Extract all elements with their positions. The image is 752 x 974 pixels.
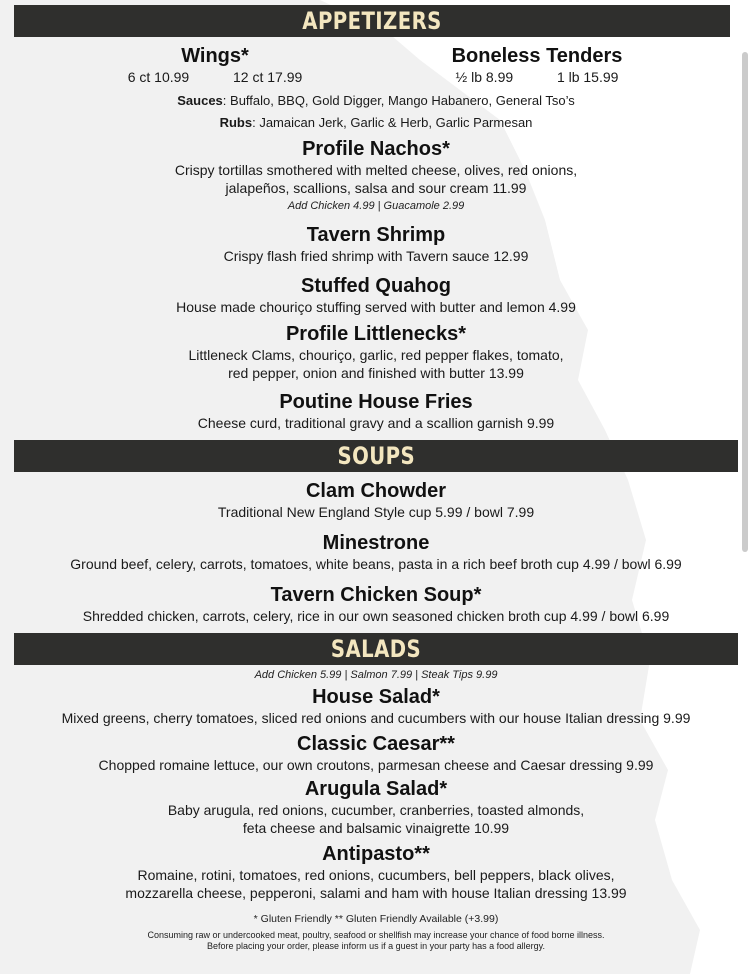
appetizers-banner (14, 5, 730, 37)
tenders-title: Boneless Tenders (451, 45, 623, 67)
salads-addon: Add Chicken 5.99 | Salmon 7.99 | Steak Tips 9.99 (254, 669, 498, 681)
poutine-desc: Cheese curd, traditional gravy and a scallion garnish 9.99 (197, 415, 555, 431)
tenders-price-half: ½ lb 8.99 (455, 69, 514, 85)
minestrone-title: Minestrone (322, 532, 430, 554)
quahog-desc: House made chouriço stuffing served with butter and lemon 4.99 (176, 299, 576, 315)
tenders-price-full: 1 lb 15.99 (556, 69, 619, 85)
nachos-item (0, 137, 752, 213)
wings-price-6ct: 6 ct 10.99 (127, 69, 190, 85)
soups-banner (14, 440, 738, 472)
rubs-label: Rubs (219, 115, 253, 130)
chowder-title: Clam Chowder (305, 480, 447, 502)
poutine-item (0, 390, 752, 432)
antipasto-desc-2: mozzarella cheese, pepperoni, salami and ham with house Italian dressing 13.99 (125, 885, 627, 901)
footer (0, 913, 752, 952)
house-salad-desc: Mixed greens, cherry tomatoes, sliced red onions and cucumbers with our house Italian dressing 9.99 (61, 710, 691, 726)
quahog-item (0, 274, 752, 316)
wings-item (95, 44, 335, 86)
sauces-text: : Buffalo, BBQ, Gold Digger, Mango Habanero, General Tso’s (222, 93, 575, 108)
wings-price-12ct: 12 ct 17.99 (233, 69, 303, 85)
sauces-line (0, 92, 752, 110)
shrimp-desc: Crispy flash fried shrimp with Tavern sauce 12.99 (223, 248, 529, 264)
arugula-desc-2: feta cheese and balsamic vinaigrette 10.99 (242, 820, 510, 836)
arugula-item (0, 777, 752, 837)
littlenecks-desc-2: red pepper, onion and finished with butter 13.99 (228, 365, 524, 381)
nachos-addon: Add Chicken 4.99 | Guacamole 2.99 (287, 200, 465, 212)
salads-addon-line (0, 668, 752, 682)
nachos-desc-1: Crispy tortillas smothered with melted cheese, olives, red onions, (174, 162, 578, 178)
shrimp-title: Tavern Shrimp (306, 224, 446, 246)
arugula-title: Arugula Salad* (304, 778, 448, 800)
nachos-title: Profile Nachos* (302, 138, 450, 160)
scrollbar[interactable] (742, 52, 748, 552)
minestrone-desc: Ground beef, celery, carrots, tomatoes, white beans, pasta in a rich beef broth cup 4.99 / bowl 6.99 (70, 556, 682, 572)
caesar-title: Classic Caesar** (297, 733, 455, 755)
salads-banner (14, 633, 738, 665)
house-salad-item (0, 685, 752, 727)
sauces-label: Sauces (177, 93, 223, 108)
soups-header: SOUPS (337, 442, 415, 470)
littlenecks-title: Profile Littlenecks* (285, 323, 467, 345)
chowder-desc: Traditional New England Style cup 5.99 / bowl 7.99 (217, 504, 535, 520)
quahog-title: Stuffed Quahog (301, 275, 451, 297)
tenders-item (417, 44, 657, 86)
nachos-desc-2: jalapeños, scallions, salsa and sour cream 11.99 (225, 180, 527, 196)
caesar-desc: Chopped romaine lettuce, our own croutons, parmesan cheese and Caesar dressing 9.99 (98, 757, 654, 773)
chicken-soup-title: Tavern Chicken Soup* (270, 584, 482, 606)
shrimp-item (0, 223, 752, 265)
rubs-text: : Jamaican Jerk, Garlic & Herb, Garlic Parmesan (252, 115, 533, 130)
antipasto-title: Antipasto** (322, 843, 430, 865)
minestrone-item (0, 531, 752, 573)
wings-prices (95, 68, 335, 86)
rubs-line (0, 114, 752, 132)
food-warning-2: Before placing your order, please inform us if a guest in your party has a food allergy. (206, 941, 546, 951)
chowder-item (0, 479, 752, 521)
chicken-soup-item (0, 583, 752, 625)
caesar-item (0, 732, 752, 774)
antipasto-item (0, 842, 752, 902)
appetizers-header: APPETIZERS (302, 7, 442, 35)
house-salad-title: House Salad* (312, 686, 440, 708)
littlenecks-desc-1: Littleneck Clams, chouriço, garlic, red pepper flakes, tomato, (188, 347, 564, 363)
tenders-prices (417, 68, 657, 86)
food-warning-1: Consuming raw or undercooked meat, poultry, seafood or shellfish may increase your chance of food borne illness. (147, 930, 605, 940)
salads-header: SALADS (330, 635, 422, 663)
arugula-desc-1: Baby arugula, red onions, cucumber, cranberries, toasted almonds, (167, 802, 585, 818)
chicken-soup-desc: Shredded chicken, carrots, celery, rice in our own seasoned chicken broth cup 4.99 / bowl 6.99 (82, 608, 670, 624)
wings-title: Wings* (181, 45, 249, 67)
gluten-note: * Gluten Friendly ** Gluten Friendly Available (+3.99) (253, 913, 499, 925)
littlenecks-item (0, 322, 752, 382)
poutine-title: Poutine House Fries (279, 391, 473, 413)
antipasto-desc-1: Romaine, rotini, tomatoes, red onions, cucumbers, bell peppers, black olives, (137, 867, 615, 883)
